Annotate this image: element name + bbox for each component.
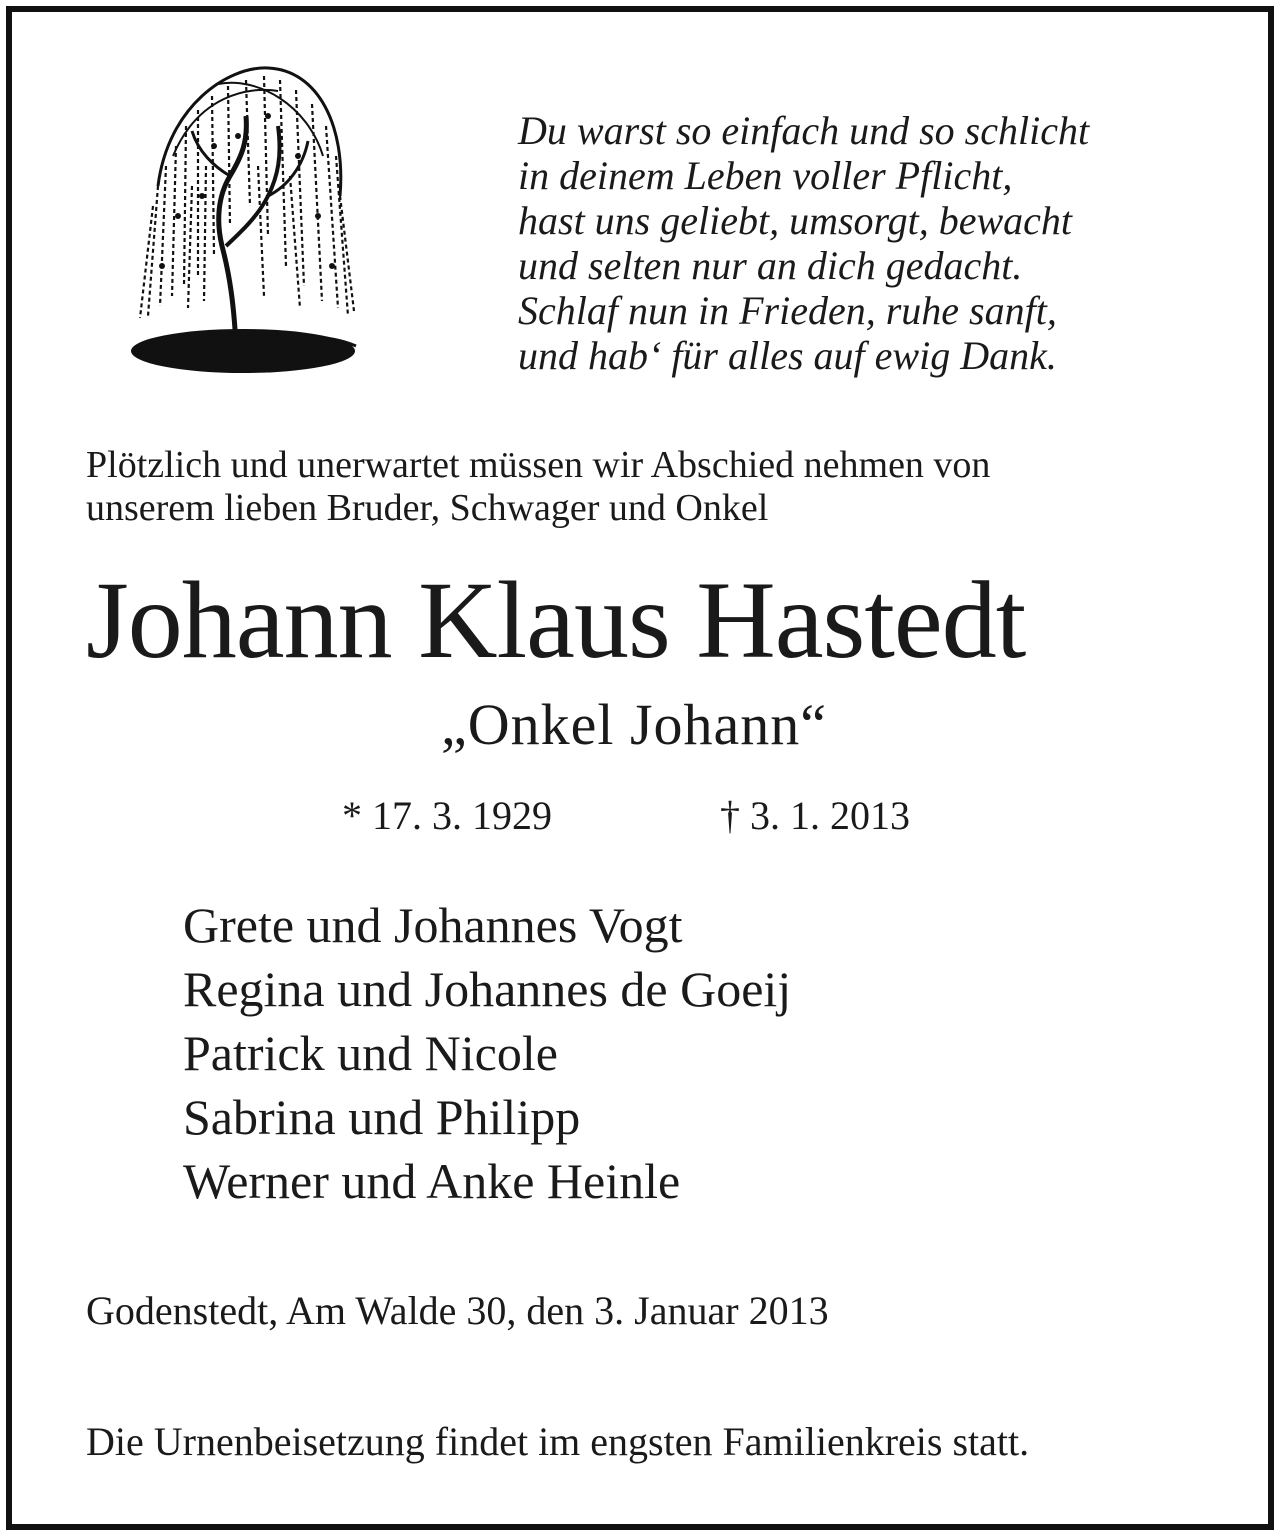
mourner: Patrick und Nicole [183,1025,558,1081]
poem-line: Du warst so einfach und so schlicht [518,108,1090,153]
mourners-list [183,893,791,1213]
mourner: Grete und Johannes Vogt [183,897,683,953]
funeral-note: Die Urnenbeisetzung findet im engsten Familienkreis statt. [86,1419,1030,1464]
deceased-name: Johann Klaus Hastedt [86,559,1026,681]
nickname: „Onkel Johann“ [440,692,828,757]
mourner: Sabrina und Philipp [183,1089,581,1145]
intro-line: unserem lieben Bruder, Schwager und Onkel [86,487,769,529]
poem-line: und hab‘ für alles auf ewig Dank. [518,333,1057,378]
mourner: Regina und Johannes de Goeij [183,961,792,1017]
poem-line: Schlaf nun in Frieden, ruhe sanft, [518,288,1057,333]
weeping-willow-icon [118,46,368,386]
intro-line: Plötzlich und unerwartet müssen wir Abschied nehmen von [86,444,991,486]
intro-text [86,444,990,530]
poem-line: und selten nur an dich gedacht. [518,243,1023,288]
poem-line: in deinem Leben voller Pflicht, [518,153,1013,198]
place-date: Godenstedt, Am Walde 30, den 3. Januar 2013 [86,1288,829,1333]
mourner: Werner und Anke Heinle [183,1153,681,1209]
birth-date: * 17. 3. 1929 [342,793,552,838]
poem-line: hast uns geliebt, umsorgt, bewacht [518,198,1073,243]
death-date: † 3. 1. 2013 [720,793,910,838]
poem [518,108,1089,378]
